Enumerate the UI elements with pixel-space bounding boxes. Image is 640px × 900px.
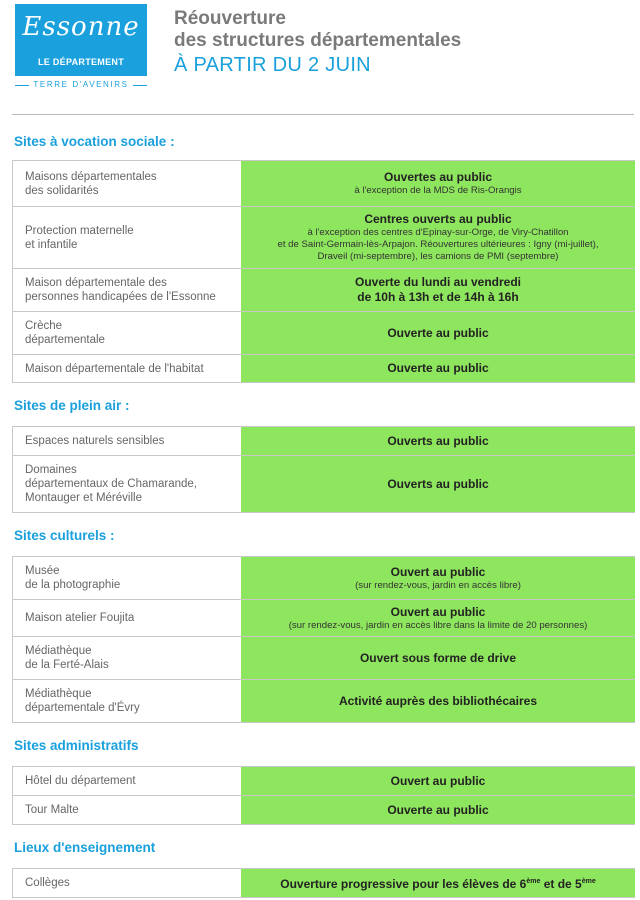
table-row (12, 427, 635, 456)
site-name-line: Maisons départementales (25, 170, 157, 183)
status-note (278, 227, 599, 263)
status-main (391, 774, 486, 789)
status-note (354, 185, 521, 197)
status-cell (241, 207, 635, 268)
site-name (13, 161, 241, 206)
site-name (13, 767, 241, 795)
table-row (12, 600, 635, 637)
table-row (12, 456, 635, 513)
title-line-2: des structures départementales (174, 30, 462, 51)
table-row (12, 796, 635, 825)
site-name-text (25, 170, 157, 198)
site-name-line: Tour Malte (25, 804, 79, 816)
site-name-line: Maison départementale de l'habitat (25, 362, 204, 375)
status-main-line: Ouvert au public (390, 564, 486, 579)
site-name-line: de la Ferté-Alais (25, 659, 109, 671)
section-table (12, 160, 635, 383)
status-cell (241, 796, 635, 824)
site-name-line: Collèges (25, 877, 70, 889)
status-note-line: (sur rendez-vous, jardin en accès libre) (355, 579, 521, 591)
title-line-1: Réouverture (174, 8, 286, 29)
logo-subtitle: LE DÉPARTEMENT (37, 57, 125, 67)
site-name-text (25, 362, 204, 376)
status-main (391, 605, 486, 620)
status-main-line: Ouvert au public (390, 773, 486, 788)
status-note-line: (sur rendez-vous, jardin en accès libre dans la limite de 20 personnes) (288, 619, 588, 631)
table-row (12, 312, 635, 355)
status-note (355, 580, 521, 592)
site-name (13, 680, 241, 722)
section-title: Sites de plein air : (14, 398, 130, 413)
site-name-line: de la photographie (25, 579, 121, 591)
status-main-line: Ouverts au public (387, 433, 489, 448)
status-main (387, 803, 488, 818)
status-main (360, 651, 516, 666)
status-main (391, 565, 486, 580)
site-name-line: et infantile (25, 238, 78, 251)
status-cell (241, 355, 635, 382)
site-name-line: Domaines (25, 464, 77, 476)
site-name-line: Maison atelier Foujita (25, 612, 135, 624)
status-main-line: Activité auprès des bibliothécaires (338, 693, 538, 708)
section-table (12, 426, 635, 513)
site-name (13, 869, 241, 897)
status-note-line: Draveil (mi-septembre), les camions de PMI (septembre) (317, 251, 559, 262)
status-main (339, 694, 537, 709)
status-main-line: Ouverte du lundi au vendredi (354, 275, 522, 289)
site-name (13, 456, 241, 512)
site-name-line: Espaces naturels sensibles (25, 435, 165, 447)
status-cell (241, 637, 635, 679)
header-divider (12, 114, 634, 115)
site-name-text (25, 876, 70, 890)
table-row (12, 680, 635, 723)
site-name-text (25, 803, 79, 817)
status-main (364, 212, 511, 227)
section-title: Sites culturels : (14, 528, 115, 543)
site-name-line: Crèche (25, 320, 63, 332)
table-row (12, 269, 635, 312)
section-table (12, 766, 635, 825)
status-main (387, 326, 488, 341)
section-title: Sites administratifs (14, 738, 139, 753)
status-note-line: à l'exception des centres d'Epinay-sur-Orge, de Viry-Chatillon (307, 227, 569, 238)
site-name-text (25, 611, 134, 625)
status-main (280, 874, 596, 892)
section-title: Lieux d'enseignement (14, 840, 156, 855)
site-name-text (25, 774, 136, 788)
status-main (355, 275, 521, 305)
table-row (12, 355, 635, 383)
site-name (13, 427, 241, 455)
site-name-line: Maison départementale des (25, 277, 167, 289)
status-cell (241, 600, 635, 636)
status-main-line: Ouvert sous forme de drive (359, 650, 517, 665)
status-main-line: Ouverte au public (387, 802, 489, 817)
page-title (174, 8, 461, 76)
site-name-text (25, 687, 140, 715)
logo-script-text: Essonne (22, 12, 140, 42)
status-main-line: de 10h à 13h et de 14h à 16h (357, 290, 519, 304)
site-name-text (25, 463, 197, 505)
table-row (12, 207, 635, 269)
status-main (387, 361, 488, 376)
site-name (13, 312, 241, 354)
status-main (387, 434, 488, 449)
title-date: À PARTIR DU 2 JUIN (174, 54, 371, 76)
site-name (13, 557, 241, 599)
status-main (387, 477, 488, 492)
site-name (13, 600, 241, 636)
status-note-line: et de Saint-Germain-lès-Arpajon. Réouvertures ultérieures : Igny (mi-juillet), (277, 239, 599, 250)
site-name-text (25, 564, 120, 592)
site-name-text (25, 644, 109, 672)
site-name-line: personnes handicapées de l'Essonne (25, 291, 216, 303)
site-name-text (25, 434, 164, 448)
status-main-line: Ouverts au public (387, 476, 489, 491)
table-row (12, 869, 635, 898)
logo-tagline: TERRE D'AVENIRS (15, 80, 147, 89)
status-note-line: à l'exception de la MDS de Ris-Orangis (354, 185, 522, 196)
status-cell (241, 869, 635, 897)
site-name-line: des solidarités (25, 184, 99, 197)
status-cell (241, 557, 635, 599)
table-row (12, 557, 635, 600)
section-table (12, 868, 635, 898)
status-main-line: Ouverte au public (387, 325, 489, 340)
status-cell (241, 312, 635, 354)
status-cell (241, 161, 635, 206)
site-name-line: Montauger et Méréville (25, 492, 142, 504)
site-name-text (25, 224, 134, 252)
status-main-line: Ouverture progressive pour les élèves de 6ème et de 5ème (280, 877, 596, 891)
status-cell (241, 767, 635, 795)
essonne-logo (15, 4, 147, 76)
site-name (13, 207, 241, 268)
section-title: Sites à vocation sociale : (14, 134, 175, 149)
table-row (12, 767, 635, 796)
status-cell (241, 269, 635, 311)
status-main-line: Centres ouverts au public (364, 212, 512, 226)
site-name-line: Médiathèque (25, 688, 92, 700)
status-main-line: Ouvertes au public (383, 170, 493, 184)
site-name-line: départementale d'Évry (25, 702, 140, 714)
status-main-line: Ouverte au public (387, 361, 489, 375)
site-name-text (25, 319, 105, 347)
status-cell (241, 427, 635, 455)
status-cell (241, 680, 635, 722)
status-cell (241, 456, 635, 512)
section-table (12, 556, 635, 723)
site-name (13, 796, 241, 824)
site-name (13, 355, 241, 382)
site-name-line: Protection maternelle (25, 224, 134, 237)
status-main-line: Ouvert au public (390, 604, 486, 619)
site-name-line: Médiathèque (25, 645, 92, 657)
site-name (13, 637, 241, 679)
table-row (12, 161, 635, 207)
status-note (289, 620, 588, 632)
status-main (384, 170, 492, 185)
site-name (13, 269, 241, 311)
site-name-line: départementaux de Chamarande, (25, 478, 197, 490)
site-name-line: Musée (25, 565, 60, 577)
site-name-line: Hôtel du département (25, 775, 136, 787)
table-row (12, 637, 635, 680)
site-name-line: départementale (25, 334, 105, 346)
site-name-text (25, 276, 216, 304)
